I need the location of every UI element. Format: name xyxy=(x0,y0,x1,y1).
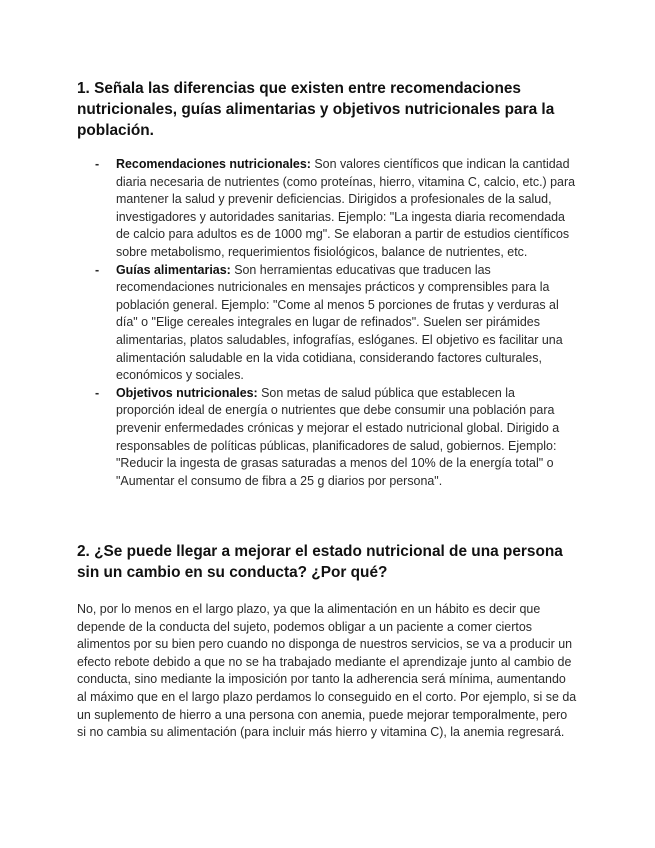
term-recomendaciones: Recomendaciones nutricionales: xyxy=(116,157,315,171)
term-objetivos: Objetivos nutricionales: xyxy=(116,385,262,400)
list-item-guias xyxy=(95,262,577,385)
term-guias: Guías alimentarias: xyxy=(116,262,235,277)
question-1-title: 1. Señala las diferencias que existen entre recomendaciones nutricionales, guías alimentarias y objetivos nutricionales para la población. xyxy=(77,80,555,139)
list-item-objetivos xyxy=(95,385,577,491)
desc-objetivos: Son metas de salud pública que establecen la proporción ideal de energía o nutrientes que debe consumir una población para prevenir enfermedades crónicas y mejorar el estado nutricional global. Dirigido a responsables de políticas públicas, planificadores de salud, gobiernos. Ejemplo: "Reducir la ingesta de grasas saturadas a menos del 10% de la energía total" o "Aumentar el consumo de fibra a 25 g diarios por persona". xyxy=(116,385,560,488)
bullet-dash: - xyxy=(95,385,100,400)
list-item-recomendaciones xyxy=(95,156,577,262)
bullet-dash: - xyxy=(95,157,100,171)
bullet-dash: - xyxy=(95,262,100,277)
definitions-list xyxy=(95,156,577,490)
desc-guias: Son herramientas educativas que traducen las recomendaciones nutricionales en mensajes prácticos y comprensibles para la población general. Ejemplo: "Come al menos 5 porciones de frutas y verduras al día" o "Elige cereales integrales en lugar de refinados". Suelen ser pirámides alimentarias, platos saludables, infografías, eslóganes. El objetivo es facilitar una alimentación saludable en la vida cotidiana, considerando factores culturales, económicos y sociales. xyxy=(116,262,563,383)
question-2-title: 2. ¿Se puede llegar a mejorar el estado nutricional de una persona sin un cambio en su conducta? ¿Por qué? xyxy=(77,543,563,581)
question-2-answer: No, por lo menos en el largo plazo, ya que la alimentación en un hábito es decir que depende de la conducta del sujeto, podemos obligar a un paciente a comer ciertos alimentos por su bien pero cuando no disponga de nuestros servicios, se va a producir un efecto rebote debido a que no se ha trabajado mediante el aprendizaje junto al cambio de conducta, sino mediante la imposición por tanto la adherencia será mínima, aumentando al máximo que en el largo plazo perdamos lo conseguido en el corto. Por ejemplo, si se da un suplemento de hierro a una persona con anemia, puede mejorar temporalmente, pero si no cambia su alimentación (para incluir más hierro y vitamina C), la anemia regresará. xyxy=(77,602,577,740)
desc-recomendaciones: Son valores científicos que indican la cantidad diaria necesaria de nutrientes (como proteínas, hierro, vitamina C, calcio, etc.) para mantener la salud y prevenir deficiencias. Dirigidos a profesionales de la salud, investigadores y autoridades sanitarias. Ejemplo: "La ingesta diaria recomendada de calcio para adultos es de 1000 mg". Se elaboran a partir de estudios científicos sobre metabolismo, requerimientos fisiológicos, balance de nutrientes, etc. xyxy=(116,157,576,259)
